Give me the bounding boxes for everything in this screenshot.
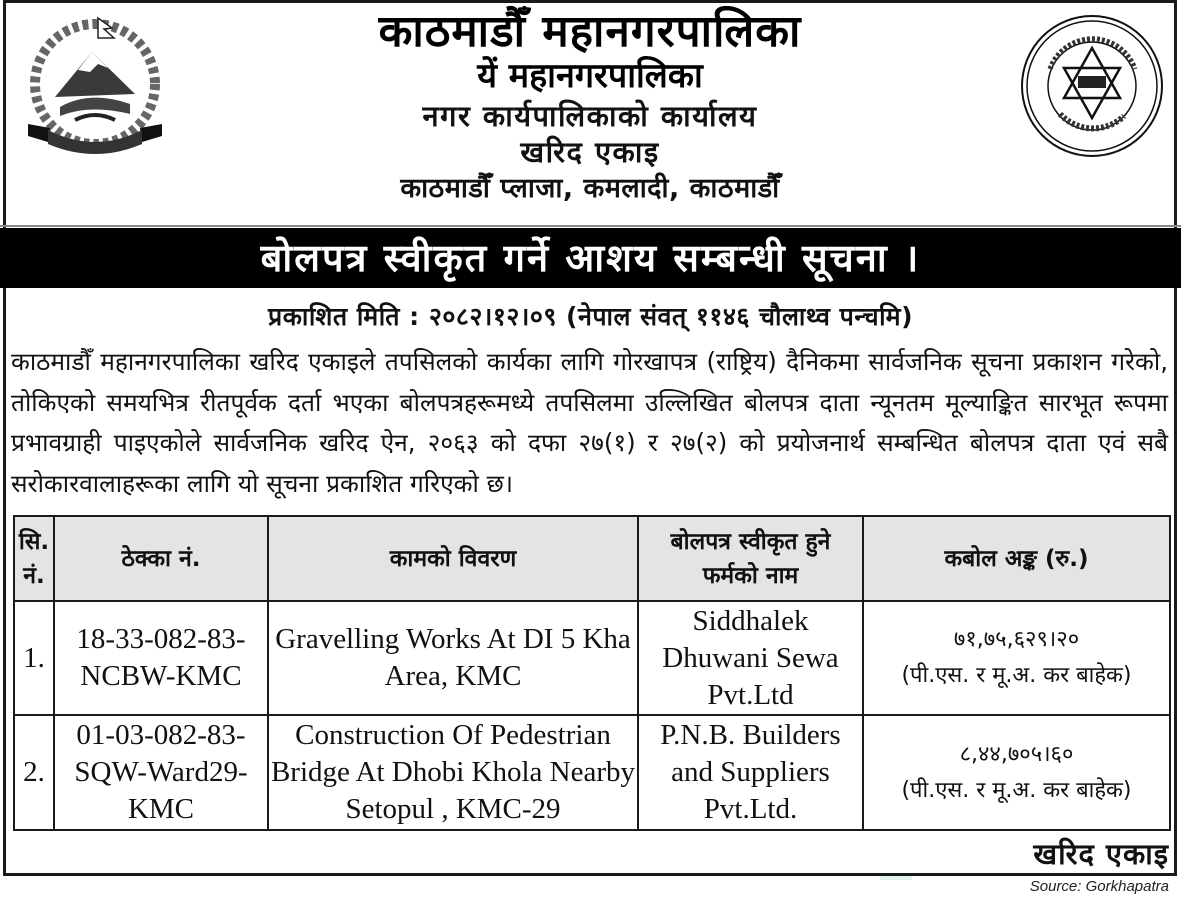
kmc-seal-icon	[1020, 14, 1165, 159]
nepal-emblem-icon	[20, 12, 170, 160]
cell-contract-no: 18-33-082-83-NCBW-KMC	[54, 601, 268, 715]
notice-title-banner: बोलपत्र स्वीकृत गर्ने आशय सम्बन्धी सूचना ।	[0, 228, 1181, 288]
cell-sn: 2.	[14, 715, 54, 830]
signature-unit: खरिद एकाइ	[1033, 837, 1169, 871]
column-header-description: कामको विवरण	[268, 516, 638, 601]
amount-note: (पी.एस. र मू.अ. कर बाहेक)	[901, 663, 1132, 688]
amount-note: (पी.एस. र मू.अ. कर बाहेक)	[901, 777, 1132, 803]
notice-body: काठमाडौँ महानगरपालिका खरिद एकाइले तपसिलको कार्यका लागि गोरखापत्र (राष्ट्रिय) दैनिकमा सार्वजनिक सूचना प्रकाशन गरेको, तोकिएको समयभित्र रीतपूर्वक दर्ता भएका बोलपत्रहरूमध्ये तपसिलमा उल्लिखित बोलपत्र दाता न्यूनतम मूल्याङ्कित सारभूत रूपमा प्रभावग्राही पाइएकोले सार्वजनिक खरिद ऐन, २०६३ को दफा २७(१) र २७(२) को प्रयोजनार्थ सम्बन्धित बोलपत्र दाता एवं सबै सरोकारवालाहरूका लागि यो सूचना प्रकाशित गरिएको छ।	[11, 347, 1168, 498]
column-header-sn: सि. नं.	[14, 516, 54, 601]
cell-amount	[863, 601, 1170, 715]
table-row	[14, 601, 1170, 715]
cell-firm: Siddhalek Dhuwani Sewa Pvt.Ltd	[638, 601, 863, 715]
office-address: काठमाडौँ प्लाजा, कमलादी, काठमाडौँ	[400, 173, 780, 204]
table-header-row	[14, 516, 1170, 601]
amount-value: ८,४४,७०५।६०	[959, 741, 1074, 767]
org-title: काठमाडौँ महानगरपालिका	[378, 6, 802, 57]
org-title-newari: यें महानगरपालिका	[477, 56, 703, 96]
publication-date: प्रकाशित मिति : २०८२।१२।०९ (नेपाल संवत् ११४६ चौलाथ्व पन्चमि)	[267, 302, 914, 331]
cell-description: Construction Of Pedestrian Bridge At Dhobi Khola Nearby Setopul , KMC-29	[268, 715, 638, 830]
cell-firm: P.N.B. Builders and Suppliers Pvt.Ltd.	[638, 715, 863, 830]
cell-contract-no: 01-03-082-83-SQW-Ward29-KMC	[54, 715, 268, 830]
column-header-firm: बोलपत्र स्वीकृत हुने फर्मको नाम	[638, 516, 863, 601]
organization-heading	[250, 6, 930, 208]
table-row	[14, 715, 1170, 830]
amount-value: ७१,७५,६२९।२०	[953, 627, 1080, 652]
award-table	[13, 515, 1171, 831]
cell-amount	[863, 715, 1170, 830]
office-name: नगर कार्यपालिकाको कार्यालय	[422, 99, 758, 133]
header-divider	[0, 225, 1181, 227]
column-header-amount: कबोल अङ्क (रु.)	[863, 516, 1170, 601]
cell-sn: 1.	[14, 601, 54, 715]
column-header-contract-no: ठेक्का नं.	[54, 516, 268, 601]
unit-name: खरिद एकाइ	[520, 135, 660, 169]
cell-description: Gravelling Works At DI 5 Kha Area, KMC	[268, 601, 638, 715]
source-credit: Source: Gorkhapatra	[1029, 878, 1169, 895]
